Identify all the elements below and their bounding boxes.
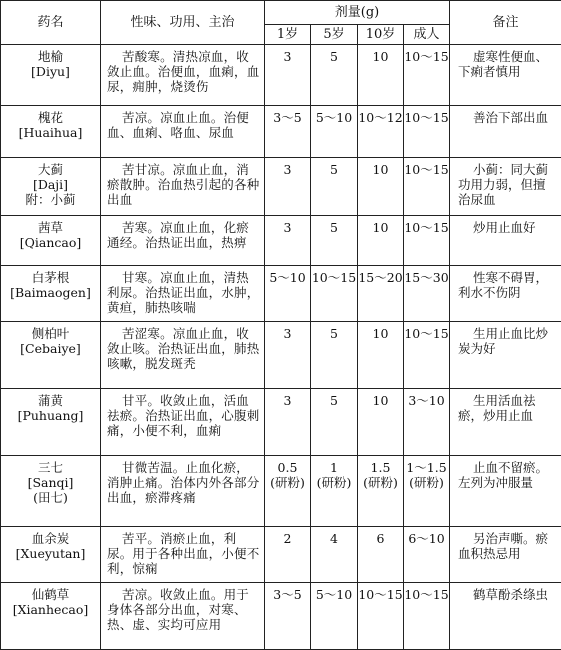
dose-1: 3 [265,389,311,456]
header-desc: 性味、功用、主治 [101,1,265,45]
dose-5: 10～15 [311,266,358,322]
herb-name-cell [1,216,101,266]
dose-value: 1.5 [370,459,391,475]
table-row [1,583,561,650]
dose-1: 2 [265,526,311,582]
herb-pinyin: [Puhuang] [17,408,84,424]
table-row [1,389,561,456]
header-age-1: 1岁 [265,25,311,45]
dose-adult: 10～15 [404,45,450,106]
herb-pinyin: [Qiancao] [19,235,82,251]
herb-desc: 苦凉。凉血止血。治便血、血痢、咯血、尿血 [101,105,265,157]
herb-note: 鹤草酚杀绦虫 [450,583,561,650]
herb-desc: 苦凉。收敛止血。用于身体各部分出血，对寒、热、虚、实均可应用 [101,583,265,650]
herb-desc: 苦涩寒。凉血止血，收敛止咳。治热证出血，肺热咳嗽，脱发斑秃 [101,322,265,389]
dose-note: (研粉) [270,474,305,490]
herb-name: 侧柏叶 [31,326,70,342]
dose-1: 3 [265,157,311,215]
herb-note: 小蓟：同大蓟功用力弱，但擅治尿血 [450,157,561,215]
dose-10: 10 [358,157,404,215]
herb-desc: 甘平。收敛止血，活血祛瘀。治热证出血，心腹刺痛，小便不利，血痢 [101,389,265,456]
herb-desc: 甘寒。凉血止血，清热利尿。治热证出血，水肿，黄疸，肺热咳喘 [101,266,265,322]
dose-note: (研粉) [409,474,444,490]
herb-name: 三七 [37,459,63,475]
header-age-10: 10岁 [358,25,404,45]
header-row-1 [1,1,561,25]
herb-extra: 附：小蓟 [25,191,76,207]
herb-name: 槐花 [37,109,63,125]
dose-10: 10 [358,45,404,106]
herb-name-cell [1,322,101,389]
dose-5: 5～10 [311,583,358,650]
dose-10: 10 [358,322,404,389]
herb-name-cell [1,157,101,215]
table-row [1,216,561,266]
herb-desc: 苦寒。凉血止血，化瘀通经。治热证出血，热痹 [101,216,265,266]
herb-pinyin: [Xueyutan] [15,545,86,561]
dose-10: 10～15 [358,583,404,650]
dose-adult [404,455,450,526]
table-row [1,322,561,389]
dose-value: 1～1.5 [406,459,447,475]
dose-note: (研粉) [316,474,352,490]
herb-name: 血余炭 [31,530,70,546]
herb-note: 性寒不碍胃，利水不伤阴 [450,266,561,322]
herb-name: 大蓟 [37,161,63,177]
herb-note: 善治下部出血 [450,105,561,157]
header-dose: 剂量(g) [265,1,450,25]
header-name: 药名 [1,1,101,45]
herb-name-cell [1,266,101,322]
dose-1: 3 [265,322,311,389]
herb-name: 白茅根 [31,270,70,286]
dose-10: 15～20 [358,266,404,322]
herb-name: 蒲黄 [37,393,63,409]
dose-5: 5 [311,157,358,215]
header-age-5: 5岁 [311,25,358,45]
dose-10: 10～12 [358,105,404,157]
herb-pinyin: [Huaihua] [18,124,83,140]
herb-note: 另治声嘶。瘀血积热忌用 [450,526,561,582]
herb-pinyin: [Xianhecao] [12,602,89,618]
dose-5: 5 [311,45,358,106]
herb-name-cell [1,45,101,106]
dose-adult: 10～15 [404,583,450,650]
herb-name-cell [1,526,101,582]
herb-note: 止血不留瘀。左列为冲服量 [450,455,561,526]
herb-name: 茜草 [37,220,63,236]
dose-adult: 10～15 [404,322,450,389]
herb-pinyin: [Diyu] [31,64,70,79]
dose-1 [265,455,311,526]
dose-1: 3～5 [265,105,311,157]
dose-5: 5～10 [311,105,358,157]
dose-adult: 3～10 [404,389,450,456]
table-row [1,105,561,157]
herb-pinyin: [Cebaiye] [20,341,81,357]
herb-desc: 苦酸寒。清热凉血，收敛止血。治便血，血痢，血尿，痈肿，烧烫伤 [101,45,265,106]
herb-note: 虚寒性便血、下痢者慎用 [450,45,561,106]
herb-desc: 苦甘凉。凉血止血，消瘀散肿。治血热引起的各种出血 [101,157,265,215]
dose-5: 4 [311,526,358,582]
dose-adult: 10～15 [404,216,450,266]
header-note: 备注 [450,1,561,45]
dose-5: 5 [311,216,358,266]
table-row [1,526,561,582]
herb-name-cell [1,105,101,157]
herb-desc: 甘微苦温。止血化瘀，消肿止痛。治体内外各部分出血，瘀滞疼痛 [101,455,265,526]
herb-name: 地榆 [37,49,63,64]
herb-pinyin: [Daji] [32,176,69,192]
dose-1: 3 [265,45,311,106]
dose-10 [358,455,404,526]
dose-adult: 6～10 [404,526,450,582]
herb-note: 生用止血比炒炭为好 [450,322,561,389]
dose-10: 10 [358,389,404,456]
dose-1: 5～10 [265,266,311,322]
herb-name: 仙鹤草 [31,587,70,603]
table-row [1,455,561,526]
dose-value: 1 [330,459,338,475]
dose-value: 0.5 [277,459,298,475]
dose-5: 5 [311,322,358,389]
dose-5: 5 [311,389,358,456]
herb-name-cell [1,583,101,650]
herb-extra: (田七) [33,489,68,505]
herb-name-cell [1,455,101,526]
dose-adult: 10～15 [404,157,450,215]
dose-adult: 10～15 [404,105,450,157]
dose-1: 3 [265,216,311,266]
table-row [1,266,561,322]
table-row [1,157,561,215]
dose-10: 10 [358,216,404,266]
dose-10: 6 [358,526,404,582]
header-age-adult: 成人 [404,25,450,45]
herb-name-cell [1,389,101,456]
table-row [1,45,561,106]
herb-pinyin: [Baimaogen] [10,285,91,301]
herb-pinyin: [Sanqi] [27,474,74,490]
herb-desc: 苦平。消瘀止血，利尿。用于各种出血，小便不利，惊痫 [101,526,265,582]
dose-adult: 15～30 [404,266,450,322]
dose-5 [311,455,358,526]
dose-1: 3～5 [265,583,311,650]
herb-note: 炒用止血好 [450,216,561,266]
dose-note: (研粉) [363,474,398,490]
herb-note: 生用活血祛瘀，炒用止血 [450,389,561,456]
